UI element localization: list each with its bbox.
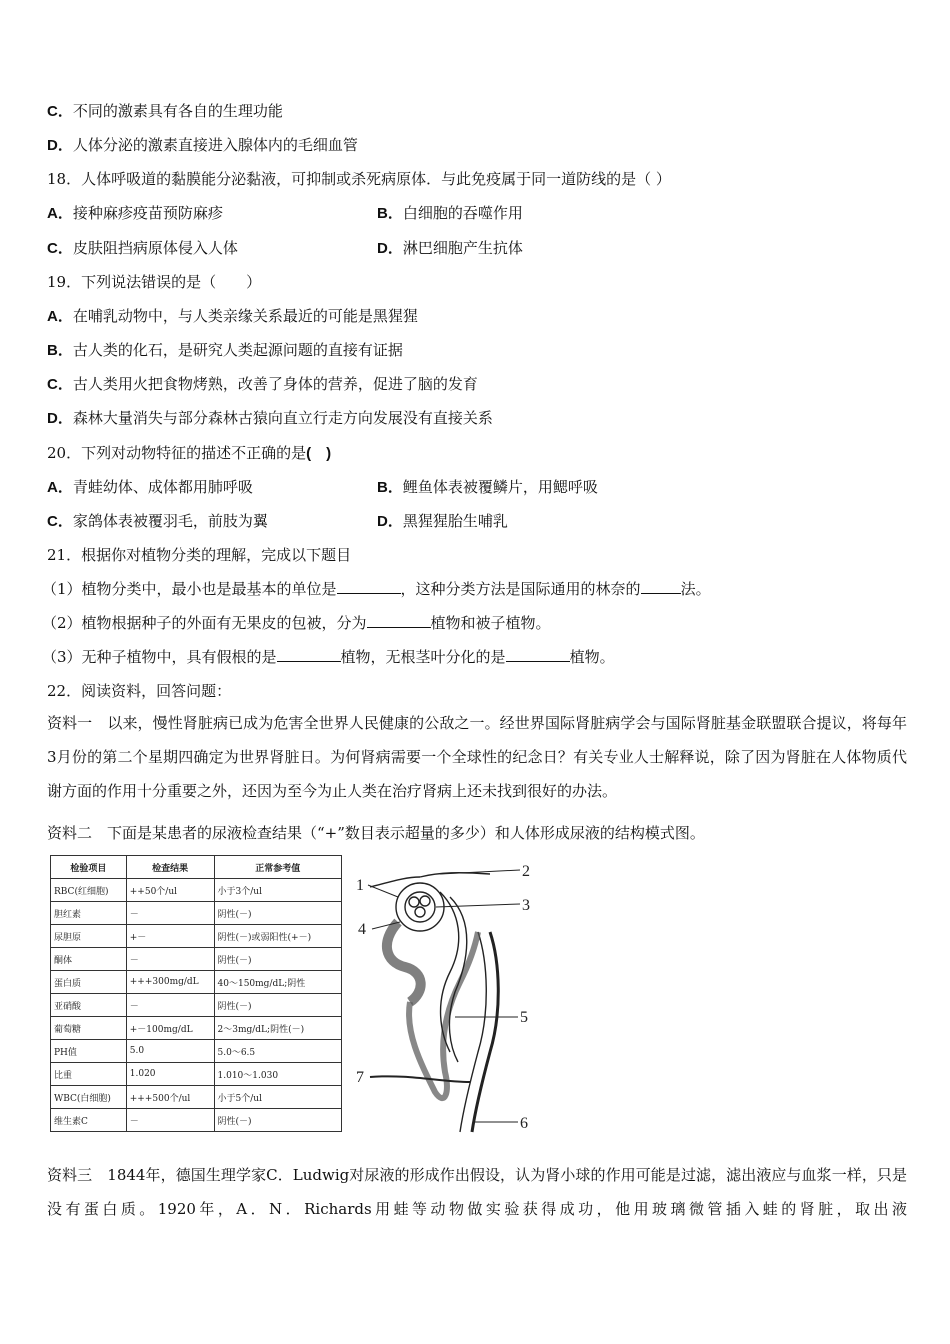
table-cell: WBC(白细胞) [51, 1086, 127, 1109]
table-row [51, 971, 342, 994]
table-cell: ++50个/ul [126, 879, 214, 902]
q20-option-c: C．家鸽体表被覆羽毛，前肢为翼 [47, 512, 268, 530]
q18-option-b: B．白细胞的吞噬作用 [377, 204, 523, 222]
table-cell: 1.010～1.030 [214, 1063, 341, 1086]
answer-blank[interactable] [367, 613, 431, 628]
diagram-label-2: 2 [522, 863, 530, 880]
answer-blank[interactable] [337, 579, 401, 594]
table-row [51, 1040, 342, 1063]
q18-option-c: C．皮肤阻挡病原体侵入人体 [47, 239, 238, 257]
material-3: 资料三 1844年，德国生理学家C．Ludwig对尿液的形成作出假设，认为肾小球的作用可能是过滤，滤出液应与血浆一样，只是没有蛋白质。1920年，A．N．Richards用蛙等动物做实验获得成功，他用玻璃微管插入蛙的肾脏，取出液 [47, 1166, 907, 1218]
answer-blank[interactable] [641, 579, 681, 594]
q18-option-a: A．接种麻疹疫苗预防麻疹 [47, 204, 223, 222]
diagram-label-1: 1 [356, 877, 364, 894]
q19-option-d: D．森林大量消失与部分森林古猿向直立行走方向发展没有直接关系 [47, 409, 493, 427]
q20-option-b: B．鲤鱼体表被覆鳞片，用鳃呼吸 [377, 478, 598, 496]
table-cell: － [126, 948, 214, 971]
table-cell: 1.020 [126, 1063, 214, 1086]
answer-blank[interactable] [277, 647, 341, 662]
table-cell: 2～3mg/dL;阴性(－) [214, 1017, 341, 1040]
answer-blank[interactable] [506, 647, 570, 662]
table-cell: － [126, 902, 214, 925]
table-row [51, 1017, 342, 1040]
table-cell: PH值 [51, 1040, 127, 1063]
table-cell: RBC(红细胞) [51, 879, 127, 902]
renal-tubule [387, 922, 421, 1002]
table-row [51, 925, 342, 948]
q21-stem: 21．根据你对植物分类的理解，完成以下题目 [47, 546, 352, 564]
table-cell: 5.0 [126, 1040, 214, 1063]
table-row [51, 994, 342, 1017]
q19-option-b: B．古人类的化石，是研究人类起源问题的直接有证据 [47, 341, 403, 359]
table-row [51, 948, 342, 971]
q21-part2: （2）植物根据种子的外面有无果皮的包被，分为 植物和被子植物。 [42, 614, 551, 632]
table-row [51, 1063, 342, 1086]
q21-part3: （3）无种子植物中，具有假根的是 植物，无根茎叶分化的是 植物。 [42, 648, 615, 666]
table-cell: 酮体 [51, 948, 127, 971]
table-cell: 小于3个/ul [214, 879, 341, 902]
q18-stem: 18．人体呼吸道的黏膜能分泌黏液，可抑制或杀死病原体．与此免疫属于同一道防线的是（ ） [47, 170, 671, 188]
nephron-diagram [350, 852, 540, 1142]
header-cell: 正常参考值 [214, 856, 341, 879]
table-cell: +++300mg/dL [126, 971, 214, 994]
diagram-label-6: 6 [520, 1115, 528, 1132]
diagram-label-5: 5 [520, 1009, 528, 1026]
table-cell: +－ [126, 925, 214, 948]
q17-option-d: D．人体分泌的激素直接进入腺体内的毛细血管 [47, 136, 358, 154]
table-cell: 尿胆原 [51, 925, 127, 948]
renal-vein [370, 1076, 470, 1082]
q19-option-c: C．古人类用火把食物烤熟，改善了身体的营养，促进了脑的发育 [47, 375, 478, 393]
table-cell: 葡萄糖 [51, 1017, 127, 1040]
table-cell: 5.0～6.5 [214, 1040, 341, 1063]
table-row [51, 879, 342, 902]
q19-stem: 19．下列说法错误的是（ ） [47, 273, 262, 291]
table-cell: 比重 [51, 1063, 127, 1086]
material-2: 资料二 下面是某患者的尿液检查结果（“+”数目表示超量的多少）和人体形成尿液的结构模式图。 [47, 824, 705, 842]
table-cell: 胆红素 [51, 902, 127, 925]
table-cell: 阴性(－)或弱阳性(+－) [214, 925, 341, 948]
table-row [51, 1086, 342, 1109]
table-cell: 蛋白质 [51, 971, 127, 994]
q18-option-d: D．淋巴细胞产生抗体 [377, 239, 523, 257]
table-row [51, 1109, 342, 1132]
header-cell: 检查结果 [126, 856, 214, 879]
table-cell: +－100mg/dL [126, 1017, 214, 1040]
table-cell: 阴性(－) [214, 1109, 341, 1132]
table-cell: +++500个/ul [126, 1086, 214, 1109]
q22-stem: 22．阅读资料，回答问题： [47, 682, 232, 700]
nephron-structure [370, 873, 498, 1132]
q20-stem: 20．下列对动物特征的描述不正确的是( ) [47, 444, 332, 462]
table-cell: － [126, 994, 214, 1017]
q17-option-c: C．不同的激素具有各自的生理功能 [47, 102, 283, 120]
diagram-label-3: 3 [522, 897, 530, 914]
table-cell: 阴性(－) [214, 994, 341, 1017]
table-cell: 小于5个/ul [214, 1086, 341, 1109]
q21-part1: （1）植物分类中，最小也是最基本的单位是 ，这种分类方法是国际通用的林奈的 法。 [42, 580, 711, 598]
afferent-arteriole [370, 877, 420, 887]
q19-option-a: A．在哺乳动物中，与人类亲缘关系最近的可能是黑猩猩 [47, 307, 418, 325]
table-row [51, 902, 342, 925]
table-cell: 阴性(－) [214, 902, 341, 925]
table-cell: 亚硝酸 [51, 994, 127, 1017]
urine-test-table [50, 855, 342, 1132]
diagram-label-7: 7 [356, 1069, 364, 1086]
q20-option-d: D．黑猩猩胎生哺乳 [377, 512, 508, 530]
table-cell: 维生素C [51, 1109, 127, 1132]
diagram-label-4: 4 [358, 921, 366, 938]
table-cell: 40～150mg/dL;阴性 [214, 971, 341, 994]
header-cell: 检验项目 [51, 856, 127, 879]
material-1: 资料一 以来，慢性肾脏病已成为危害全世界人民健康的公敌之一。经世界国际肾脏病学会与国际肾脏基金联盟联合提议，将每年3月份的第二个星期四确定为世界肾脏日。为何肾病需要一个全球性的纪念日？有关专业人士解释说，除了因为肾脏在人体物质代谢方面的作用十分重要之外，还因为至今为止人类在治疗肾病上还未找到很好的办法。 [47, 714, 907, 800]
table-header-row [51, 856, 342, 879]
table-cell: 阴性(－) [214, 948, 341, 971]
table-cell: － [126, 1109, 214, 1132]
q20-option-a: A．青蛙幼体、成体都用肺呼吸 [47, 478, 253, 496]
